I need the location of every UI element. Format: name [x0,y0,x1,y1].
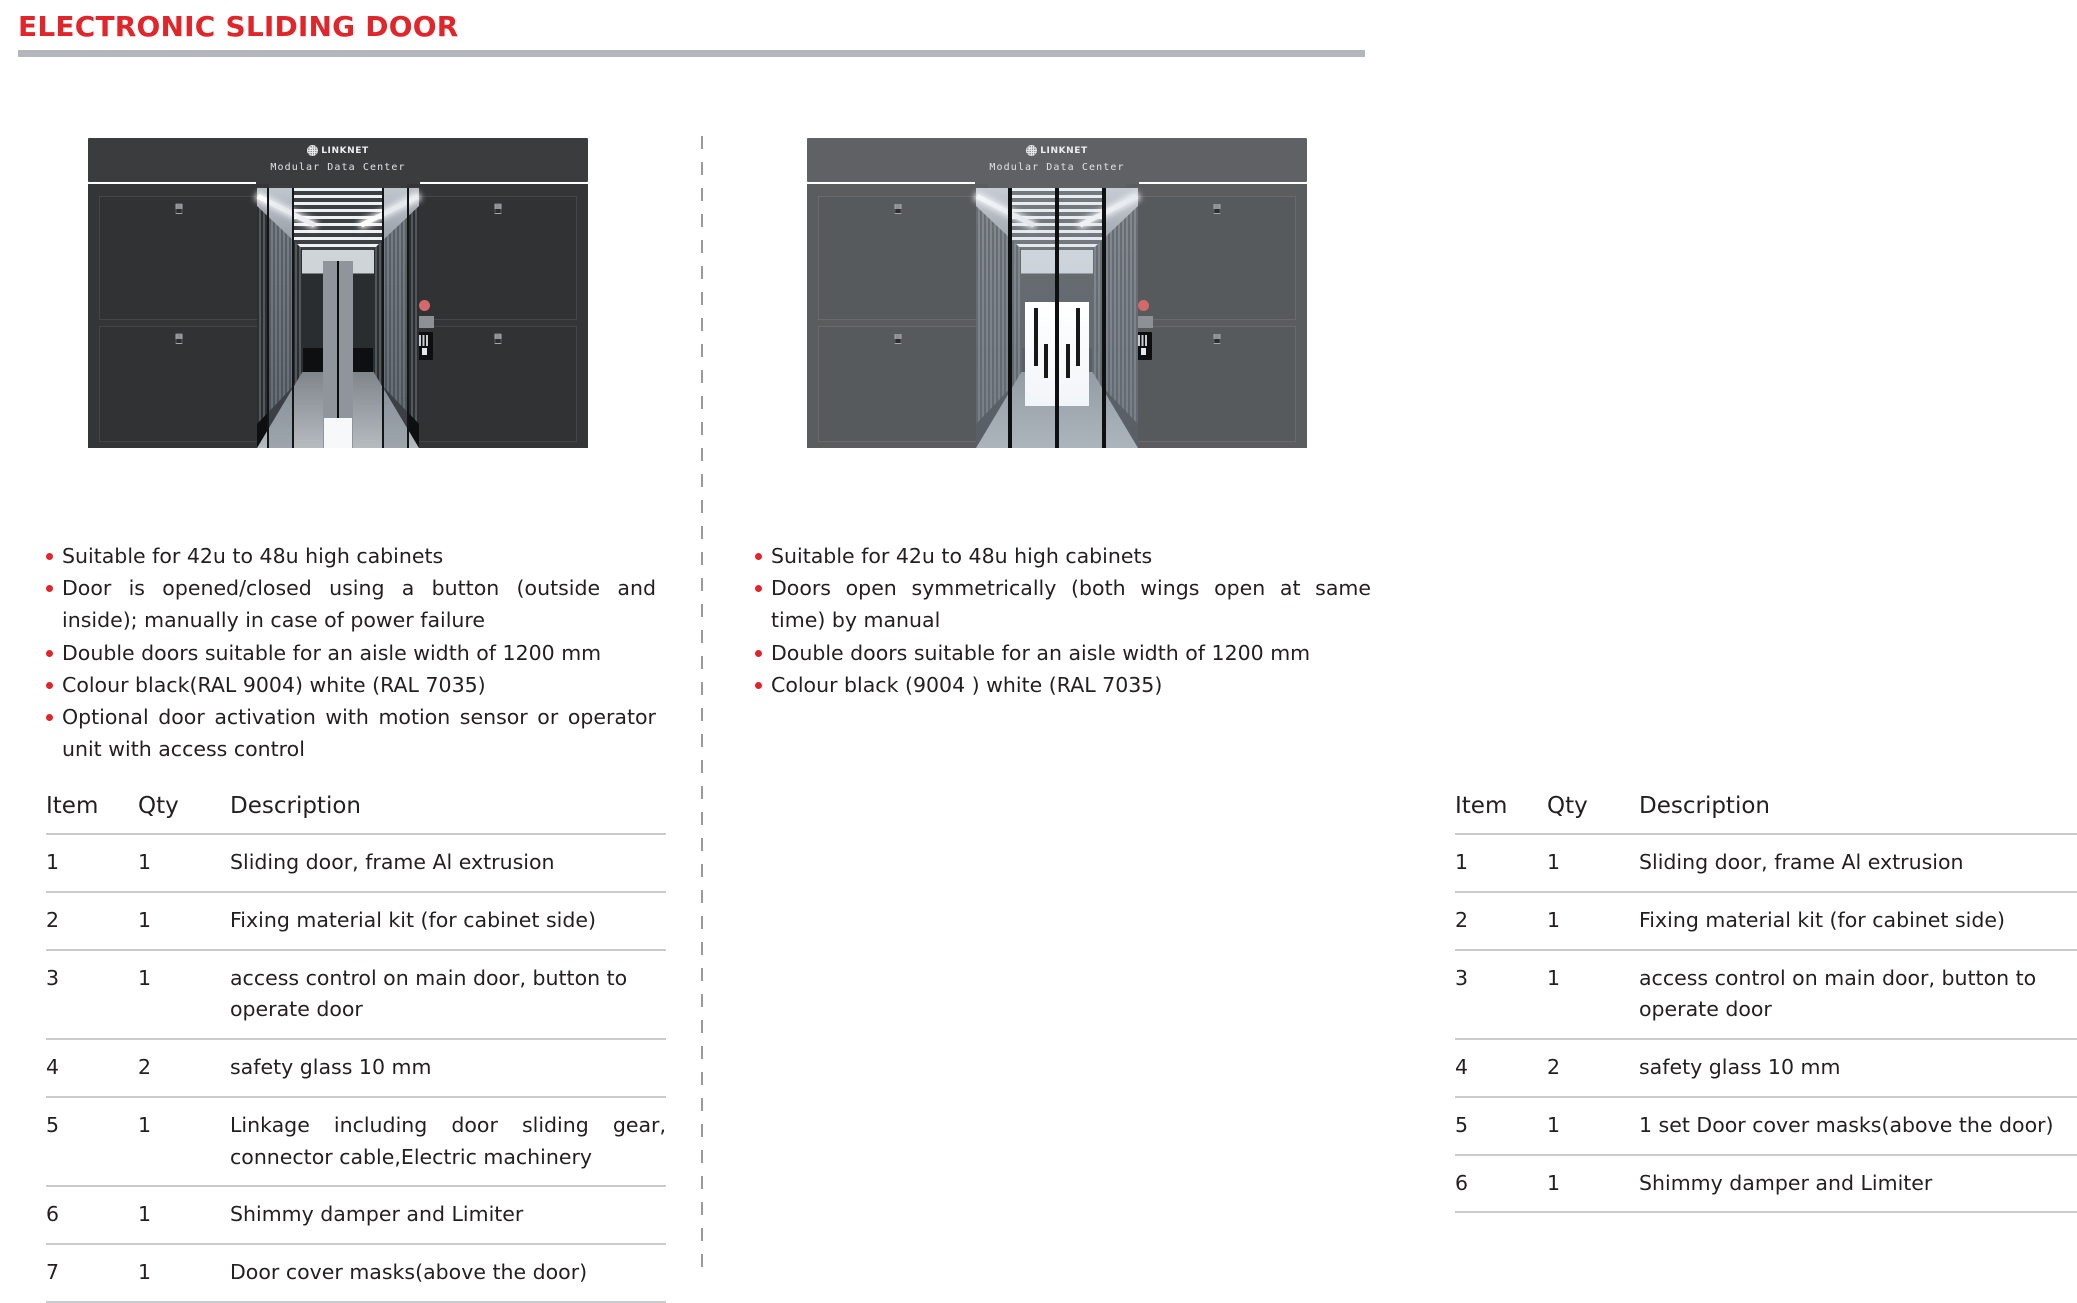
door-handle-inner-left [1044,344,1048,378]
right-column [703,0,2054,1303]
table-row [46,1097,666,1187]
emergency-button-icon [1138,300,1149,311]
keypad-keys-icon [419,335,430,346]
product-image-closed-door [807,138,1307,468]
cell-description: 1 set Door cover masks(above the door) [1639,1097,2077,1155]
brand-lockup [256,145,420,156]
cell-item: 1 [1455,834,1547,892]
table-row [46,1039,666,1097]
cell-item: 6 [46,1186,138,1244]
page-title: ELECTRONIC SLIDING DOOR [18,10,459,43]
table-row [1455,950,2077,1040]
cabinet-body-right [407,184,588,448]
spec-item: Optional door activation with motion sensor or operator unit with access control [44,701,656,765]
brand-name: LINKNET [1040,145,1088,156]
spec-item: Door is opened/closed using a button (outside and inside); manually in case of power failure [44,572,656,636]
spec-item: Colour black (9004 ) white (RAL 7035) [753,669,1371,701]
spec-list-right [753,540,1371,701]
door-handle-right [1076,308,1080,366]
globe-icon [1026,145,1037,156]
table-row [46,1244,666,1302]
glass-doors-closed [976,188,1138,448]
cell-qty: 1 [138,892,230,950]
cabinet-panel [1137,196,1296,320]
cabinet-panel [1137,326,1296,442]
lock-icon [1213,333,1220,344]
cell-item: 7 [46,1244,138,1302]
cell-item: 1 [46,834,138,892]
cell-description: Fixing material kit (for cabinet side) [1639,892,2077,950]
cell-item: 3 [1455,950,1547,1040]
signage-banner [975,138,1139,188]
table-row [1455,1097,2077,1155]
table-row [46,892,666,950]
table-row [1455,834,2077,892]
cell-qty: 1 [138,1244,230,1302]
spec-item: Double doors suitable for an aisle width of 1200 mm [753,637,1371,669]
cabinet-panel [418,326,577,442]
table-row [1455,1039,2077,1097]
cell-description: safety glass 10 mm [230,1039,666,1097]
cell-description: Sliding door, frame Al extrusion [230,834,666,892]
cell-item: 4 [1455,1039,1547,1097]
column-header-item: Item [46,793,138,834]
emergency-button-icon [419,300,430,311]
table-row [46,834,666,892]
cell-description: Shimmy damper and Limiter [1639,1155,2077,1213]
cell-qty: 1 [138,1186,230,1244]
cell-qty: 1 [138,834,230,892]
cell-description: Linkage including door sliding gear, connector cable,Electric machinery [230,1097,666,1187]
cabinet-panel [818,196,977,320]
cell-qty: 1 [1547,1155,1639,1213]
cell-description: Shimmy damper and Limiter [230,1186,666,1244]
lock-icon [494,203,501,214]
table-row [46,950,666,1040]
spec-item: Suitable for 42u to 48u high cabinets [753,540,1371,572]
cell-qty: 2 [1547,1039,1639,1097]
parts-table-left [46,793,666,1303]
spec-item: Doors open symmetrically (both wings open at same time) by manual [753,572,1371,636]
cell-item: 6 [1455,1155,1547,1213]
table-row [46,1186,666,1244]
column-header-qty: Qty [138,793,230,834]
lock-icon [494,333,501,344]
cabinet-panel [818,326,977,442]
cell-description: access control on main door, button to operate door [1639,950,2077,1040]
cell-qty: 1 [1547,950,1639,1040]
lock-icon [894,333,901,344]
spec-item: Colour black(RAL 9004) white (RAL 7035) [44,669,656,701]
keypad-keys-icon [1138,335,1149,346]
cell-qty: 1 [138,1097,230,1187]
cabinet-panel [99,196,258,320]
card-reader-icon [422,348,427,355]
lock-icon [175,333,182,344]
cabinet-panel [418,196,577,320]
glass-door-leaf-left [267,188,294,448]
column-header-description: Description [1639,793,2077,834]
cabinet-body-left [88,184,269,448]
globe-icon [307,145,318,156]
cell-qty: 1 [1547,834,1639,892]
banner-left-grey [807,138,988,182]
cell-item: 2 [1455,892,1547,950]
signage-banner [256,138,420,188]
door-handle-inner-right [1066,344,1070,378]
cell-description: Door cover masks(above the door) [230,1244,666,1302]
cabinet-body-right [1126,184,1307,448]
cabinet-body-left [807,184,988,448]
brand-name: LINKNET [321,145,369,156]
spec-item: Suitable for 42u to 48u high cabinets [44,540,656,572]
cell-item: 2 [46,892,138,950]
column-header-qty: Qty [1547,793,1639,834]
cell-qty: 2 [138,1039,230,1097]
corridor-view-closed [976,188,1138,448]
left-column [0,0,700,1303]
door-handle-left [1034,308,1038,366]
door-frame-mullion [1008,188,1012,448]
spec-list-left [44,540,656,765]
table-header-row [46,793,666,834]
banner-right-black [407,138,588,182]
cabinet-panel [99,326,258,442]
cell-item: 5 [1455,1097,1547,1155]
door-frame-mullion [1102,188,1106,448]
door-leaf-gap-bottom [324,418,352,448]
cell-item: 3 [46,950,138,1040]
cell-description: Sliding door, frame Al extrusion [1639,834,2077,892]
cell-item: 4 [46,1039,138,1097]
spec-item: Double doors suitable for an aisle width of 1200 mm [44,637,656,669]
column-header-description: Description [230,793,666,834]
product-image-open-door [88,138,588,468]
lock-icon [175,203,182,214]
door-center-seam [1055,188,1059,448]
parts-table-right [1455,793,2077,1213]
corridor-view-open [257,188,419,448]
card-reader-icon [1141,348,1146,355]
lock-icon [1213,203,1220,214]
cell-qty: 1 [138,950,230,1040]
table-row [1455,892,2077,950]
cell-description: access control on main door, button to operate door [230,950,666,1040]
table-header-row [1455,793,2077,834]
cell-description: safety glass 10 mm [1639,1039,2077,1097]
glass-door-leaf-right [382,188,409,448]
banner-left-black [88,138,269,182]
banner-right-grey [1126,138,1307,182]
signage-subtitle: Modular Data Center [270,162,406,173]
cell-description: Fixing material kit (for cabinet side) [230,892,666,950]
cell-item: 5 [46,1097,138,1187]
cell-qty: 1 [1547,1097,1639,1155]
lock-icon [894,203,901,214]
table-row [1455,1155,2077,1213]
cell-qty: 1 [1547,892,1639,950]
brand-lockup [975,145,1139,156]
column-header-item: Item [1455,793,1547,834]
signage-subtitle: Modular Data Center [989,162,1125,173]
